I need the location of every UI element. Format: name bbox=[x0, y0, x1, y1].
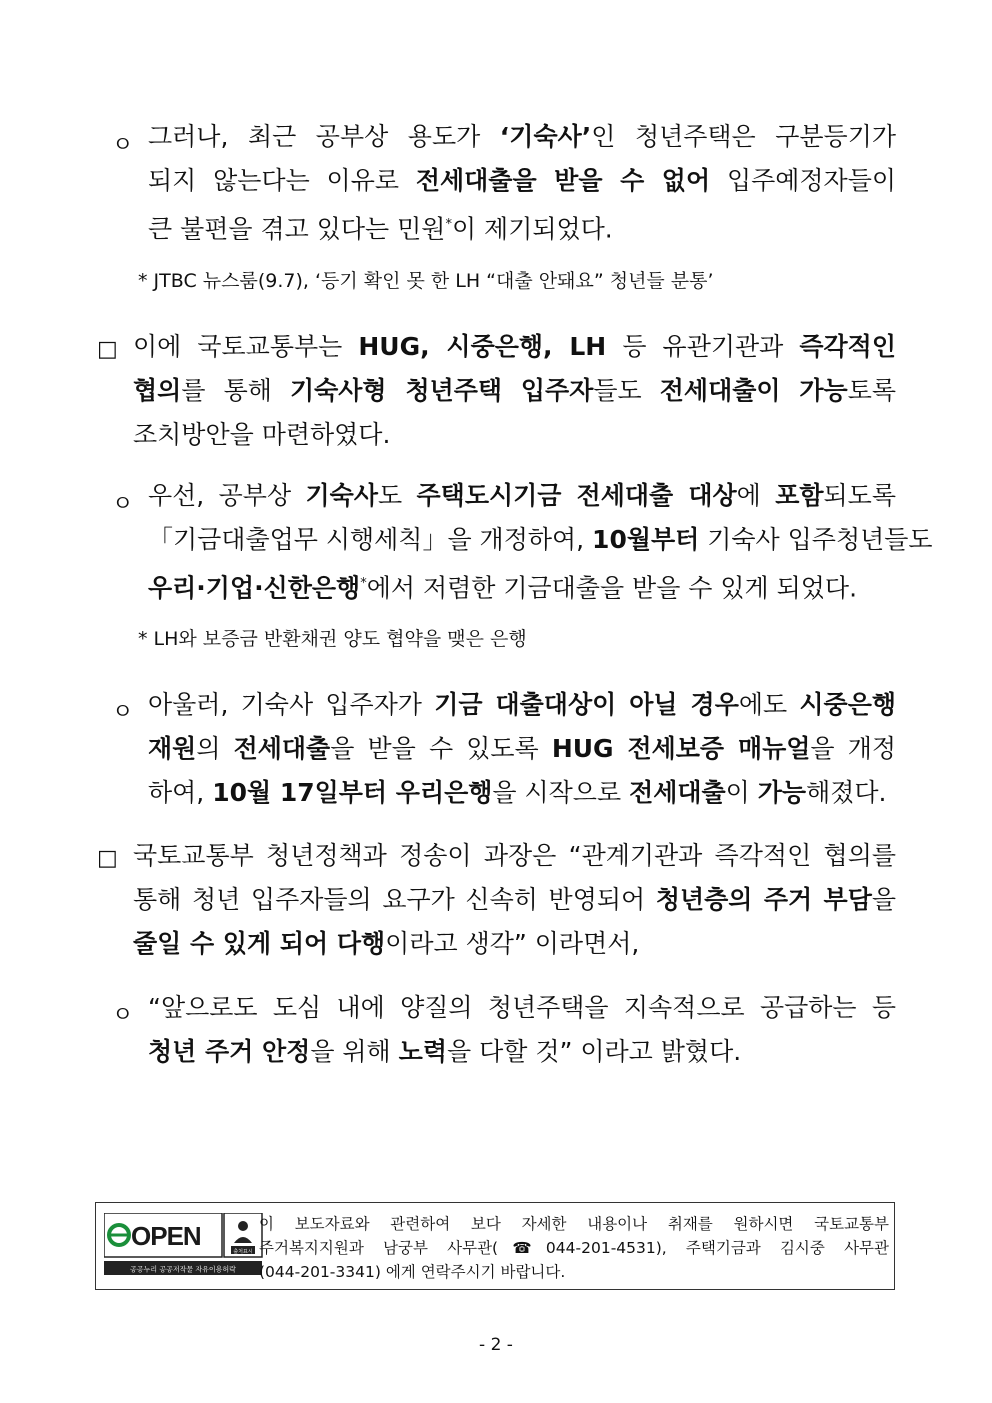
square-marker: □ bbox=[97, 846, 118, 871]
paragraph-4: 아울러, 기숙사 입주자가 기금 대출대상이 아닐 경우에도 시중은행 재원의 전세대출을 받을 수 있도록 HUG 전세보증 매뉴얼을 개정 하여, 10월 17일부터 우리은행을 시작으로 전세대출이 가능해졌다. bbox=[148, 690, 897, 807]
contact-text: 이 보도자료와 관련하여 보다 자세한 내용이나 취재를 원하시면 국토교통부 주거복지지원과 남궁부 사무관(☎044-201-4531), 주택기금과 김시중 사무관 (044-201-3341) 에게 연락주시기 바랍니다. bbox=[259, 1215, 889, 1281]
bullet-marker: ㅇ bbox=[112, 700, 134, 725]
paragraph-3: 우선, 공부상 기숙사도 주택도시기금 전세대출 대상에 포함되도록 「기금대출업무 시행세칙」을 개정하여, 10월부터 기숙사 입주청년들도 우리·기업·신한은행*에서 저렴한 기금대출을 받을 수 있게 되었다. bbox=[148, 481, 933, 603]
footnote: * LH와 보증금 반환채권 양도 협약을 맺은 은행 bbox=[138, 628, 527, 650]
page-number: - 2 - bbox=[479, 1335, 513, 1355]
footnote: * JTBC 뉴스룸(9.7), ‘등기 확인 못 한 LH “대출 안돼요” 청년들 분통’ bbox=[138, 270, 714, 292]
paragraph-2: 이에 국토교통부는 HUG, 시중은행, LH 등 유관기관과 즉각적인 협의를 통해 기숙사형 청년주택 입주자들도 전세대출이 가능토록 조치방안을 마련하였다. bbox=[133, 332, 896, 449]
bullet-marker: ㅇ bbox=[112, 1003, 134, 1028]
contact-box bbox=[95, 1202, 895, 1290]
open-license-logo bbox=[104, 1213, 264, 1279]
paragraph-1: 그러나, 최근 공부상 용도가 ‘기숙사’인 청년주택은 구분등기가 되지 않는다는 이유로 전세대출을 받을 수 없어 입주예정자들이 큰 불편을 겪고 있다는 민원*이 제기되었다. bbox=[148, 122, 896, 244]
paragraph-5: 국토교통부 청년정책과 정송이 과장은 “관계기관과 즉각적인 협의를 통해 청년 입주자들의 요구가 신속히 반영되어 청년층의 주거 부담을 줄일 수 있게 되어 다행이라고 생각” 이라면서, bbox=[133, 841, 896, 958]
square-marker: □ bbox=[97, 337, 118, 362]
bullet-marker: ㅇ bbox=[112, 133, 134, 158]
logo-text: OPEN bbox=[131, 1221, 201, 1251]
logo-badge: 출처표시 bbox=[233, 1249, 253, 1255]
bullet-marker: ㅇ bbox=[112, 492, 134, 517]
paragraph-6: “앞으로도 도심 내에 양질의 청년주택을 지속적으로 공급하는 등 청년 주거 안정을 위해 노력을 다할 것” 이라고 밝혔다. bbox=[148, 993, 896, 1066]
open-logo-icon bbox=[104, 1213, 264, 1279]
logo-subtitle: 공공누리 공공저작물 자유이용허락 bbox=[130, 1265, 236, 1274]
